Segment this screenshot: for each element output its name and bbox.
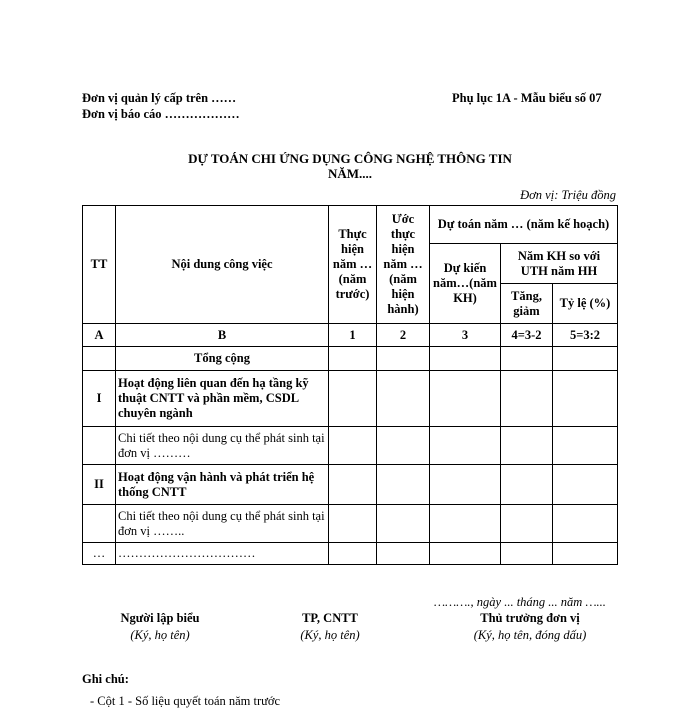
index-cell: 5=3:2 [553, 324, 618, 347]
header-col-2: Ước thực hiện năm … (năm hiện hành) [377, 206, 430, 324]
row-content: Chi tiết theo nội dung cụ thể phát sinh tại đơn vị …….. [116, 505, 329, 543]
row-tt: I [83, 371, 116, 427]
reporting-unit-label: Đơn vị báo cáo ……………… [82, 107, 240, 121]
index-cell: 2 [377, 324, 430, 347]
it-head-signature [270, 610, 390, 644]
row-content: Hoạt động liên quan đến hạ tầng kỹ thuật CNTT và phần mềm, CSDL chuyên ngành [116, 371, 329, 427]
header-col-3: Dự kiến năm…(năm KH) [430, 244, 501, 324]
budget-table [82, 205, 618, 565]
index-cell: 1 [329, 324, 377, 347]
signature-date: ………., ngày ... tháng ... năm …... [434, 595, 606, 609]
table-row [83, 371, 618, 427]
index-cell: 4=3-2 [501, 324, 553, 347]
row-content: …………………………… [116, 543, 329, 565]
title-line-2: NĂM.... [327, 166, 373, 181]
table-index-row [83, 324, 618, 347]
table-row-total [83, 347, 618, 371]
table-row [83, 465, 618, 505]
row-tt: … [83, 543, 116, 565]
row-tt: II [83, 465, 116, 505]
preparer-subtitle: (Ký, họ tên) [130, 628, 190, 642]
header-col-5: Tỷ lệ (%) [553, 284, 618, 324]
head-title: Thủ trưởng đơn vị [480, 611, 580, 625]
index-cell: A [83, 324, 116, 347]
index-cell: 3 [430, 324, 501, 347]
header-left [82, 90, 240, 122]
row-tt [83, 427, 116, 465]
header-col-4: Tăng, giảm [501, 284, 553, 324]
header-col-1: Thực hiện năm … (năm trước) [329, 206, 377, 324]
row-tt [83, 505, 116, 543]
preparer-title: Người lập biểu [120, 611, 200, 625]
row-content: Tổng cộng [116, 347, 329, 371]
note-line-1: - Cột 1 - Số liệu quyết toán năm trước [90, 694, 281, 708]
row-content: Chi tiết theo nội dung cụ thể phát sinh tại đơn vị ……… [116, 427, 329, 465]
header-compare-group: Năm KH so với UTH năm HH [501, 244, 618, 284]
table-row [83, 427, 618, 465]
it-head-title: TP, CNTT [302, 611, 358, 625]
preparer-signature [100, 610, 220, 644]
document-title [0, 151, 700, 181]
header-plan-group: Dự toán năm … (năm kế hoạch) [430, 206, 618, 244]
header-tt: TT [83, 206, 116, 324]
appendix-label: Phụ lục 1A - Mẫu biểu số 07 [452, 91, 602, 105]
table-row [83, 543, 618, 565]
notes-label: Ghi chú: [82, 672, 129, 686]
index-cell: B [116, 324, 329, 347]
head-subtitle: (Ký, họ tên, đóng dấu) [473, 628, 587, 642]
header-content: Nội dung công việc [116, 206, 329, 324]
title-line-1: DỰ TOÁN CHI ỨNG DỤNG CÔNG NGHỆ THÔNG TIN [188, 151, 512, 166]
unit-label: Đơn vị: Triệu đồng [520, 188, 616, 202]
it-head-subtitle: (Ký, họ tên) [300, 628, 360, 642]
supervising-unit-label: Đơn vị quản lý cấp trên …… [82, 91, 237, 105]
row-tt [83, 347, 116, 371]
head-signature [430, 610, 630, 644]
row-content: Hoạt động vận hành và phát triển hệ thống CNTT [116, 465, 329, 505]
table-row [83, 505, 618, 543]
